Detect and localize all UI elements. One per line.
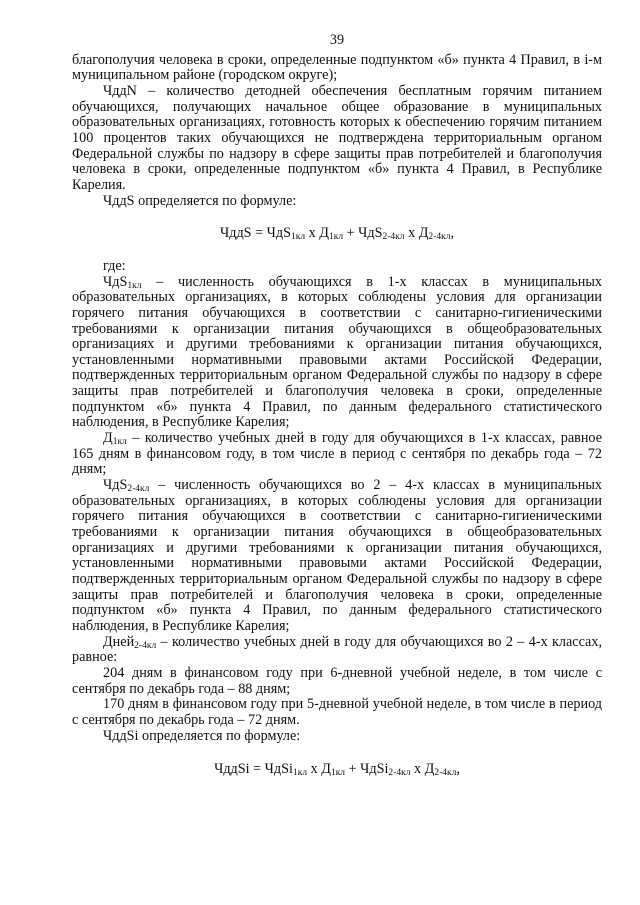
paragraph-chddsi-formula-intro: ЧддSi определяется по формуле: (103, 727, 301, 744)
formula-part: + ЧдSi (345, 761, 389, 778)
formula-part: , (450, 225, 454, 242)
formula-part: + ЧдS (343, 225, 383, 242)
formula-subscript: 1кл (290, 232, 306, 243)
term-text: – количество детодней обеспечения бесплатным горячим питанием обучающихся, получающих начальное общее образование в муниципальных образовательных организациях, готовность которых к обеспечению горячим питанием 100 процентов таких обучающихся не подтверждена территориальным органом Федеральной службы по надзору в сфере защиты прав потребителей и благополучия человека в сроки, определенные подпунктом «б» пункта 4 Правил, в Республике Карелия. (72, 82, 602, 193)
paragraph-where: где: (103, 257, 126, 274)
paragraph-dney24-definition (72, 635, 602, 666)
term-symbol: Дней (103, 633, 135, 650)
paragraph-chds24-definition (72, 478, 602, 635)
formula-subscript: 2-4кл (382, 232, 405, 243)
formula-part: х Д (305, 225, 329, 242)
paragraph-chds1-definition (72, 275, 602, 432)
formula-subscript: 2-4кл (388, 768, 411, 779)
paragraph-204-days: 204 дням в финансовом году при 6-дневной учебной неделе, в том числе с сентября по декабрь года – 88 дням; (72, 664, 602, 697)
term-subscript: 1кл (127, 280, 142, 291)
paragraph-intro: благополучия человека в сроки, определенные подпунктом «б» пункта 4 Правил, в i-м муниципальном районе (городском округе); (72, 51, 602, 84)
term-text: – количество учебных дней в году для обучающихся во 2 – 4-х классах, равное: (72, 633, 602, 666)
term-symbol: ЧддN (103, 82, 137, 99)
term-subscript: 1кл (112, 437, 127, 448)
term-subscript: 2-4кл (127, 484, 150, 495)
term-text: – численность обучающихся во 2 – 4-х классах в муниципальных образовательных организациях, в которых соблюдены условия для организации горячего питания обучающихся в соответствии с санитарно-гигиеническими требованиями к организации питания обучающихся в общеобразовательных организациях и другими требованиями к организации питания обучающихся, установленными нормативными правовыми актами Российской Федерации, подтвержденных территориальным органом Федеральной службы по надзору в сфере защиты прав потребителей и благополучия человека в сроки, определенные подпунктом «б» пункта 4 Правил, по данным федерального статистического наблюдения, в Республике Карелия; (72, 477, 602, 634)
formula-subscript: 1кл (330, 768, 346, 779)
formula-part: х Д (410, 761, 435, 778)
formula-subscript: 2-4кл (434, 768, 457, 779)
paragraph-chddn-definition (72, 84, 602, 194)
formula-part: х Д (404, 225, 429, 242)
term-symbol: ЧдS (103, 477, 128, 494)
paragraph-170-days: 170 дням в финансовом году при 5-дневной учебной неделе, в том числе в период с сентября по декабрь года – 72 дням. (72, 696, 602, 728)
page-number: 39 (329, 32, 345, 48)
term-symbol: Д (103, 430, 113, 447)
paragraph-chdds-formula-intro: ЧддS определяется по формуле: (103, 192, 297, 209)
term-subscript: 2-4кл (134, 640, 157, 651)
term-text: – количество учебных дней в году для обучающихся в 1-х классах, равное 165 дням в финансовом году, в том числе в период с сентября по декабрь года – 72 дням; (72, 430, 602, 478)
formula-chdds (72, 226, 602, 242)
formula-part: х Д (307, 761, 331, 778)
formula-subscript: 2-4кл (428, 232, 451, 243)
formula-part: ЧддS = ЧдS (220, 225, 291, 242)
paragraph-d1-definition (72, 431, 602, 478)
term-symbol: ЧдS (103, 273, 128, 290)
formula-part: , (456, 761, 460, 778)
formula-part: ЧддSi = ЧдSi (214, 761, 293, 778)
formula-chddsi (72, 762, 602, 778)
term-text: – численность обучающихся в 1-х классах в муниципальных образовательных организациях, в которых соблюдены условия для организации горячего питания обучающихся в соответствии с санитарно-гигиеническими требованиями к организации питания обучающихся в общеобразовательных организациях и другими требованиями к организации питания обучающихся, установленными нормативными правовыми актами Российской Федерации, подтвержденных территориальным органом Федеральной службы по надзору в сфере защиты прав потребителей и благополучия человека в сроки, определенные подпунктом «б» пункта 4 Правил, по данным федерального статистического наблюдения, в Республике Карелия; (72, 273, 602, 431)
formula-subscript: 1кл (328, 232, 344, 243)
formula-subscript: 1кл (292, 768, 308, 779)
